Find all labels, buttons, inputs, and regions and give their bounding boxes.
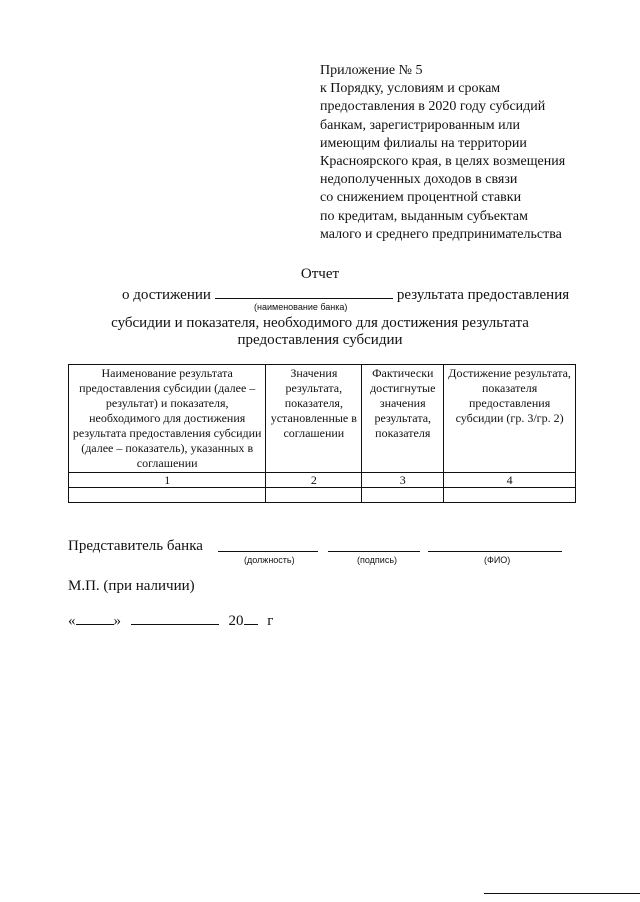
table-number-row — [69, 473, 576, 488]
table-header-cell: Наименование результата предоставления субсидии (далее – результат) и показателя, необходимого для достижения результата предоставления субсидии (далее – показатель), указанных в соглашении — [69, 365, 266, 473]
table-row — [69, 488, 576, 503]
table-header-cell: Достижение результата, показателя предоставления субсидии (гр. 3/гр. 2) — [444, 365, 576, 473]
appendix-line: банкам, зарегистрированным или — [320, 117, 521, 133]
date-close-quote: » — [113, 613, 121, 629]
position-field[interactable] — [218, 551, 318, 552]
year-suffix: г — [267, 613, 274, 629]
appendix-header — [320, 62, 620, 244]
report-line-suffix: результата предоставления — [396, 287, 570, 303]
date-open-quote: « — [68, 613, 76, 629]
table-cell[interactable] — [266, 488, 362, 503]
report-line-prefix: о достижении — [122, 287, 211, 303]
appendix-line: имеющим филиалы на территории — [320, 135, 527, 151]
appendix-line: по кредитам, выданным субъектам — [320, 208, 528, 224]
appendix-line: Приложение № 5 — [320, 63, 423, 78]
full-name-caption: (ФИО) — [484, 555, 511, 565]
appendix-line: малого и среднего предпринимательства — [320, 226, 562, 242]
representative-label: Представитель банка — [68, 538, 203, 554]
appendix-line: предоставления в 2020 году субсидий — [320, 99, 546, 115]
bank-name-caption: (наименование банка) — [254, 302, 348, 312]
column-number: 1 — [69, 473, 266, 488]
signature-caption: (подпись) — [357, 555, 398, 565]
table-cell[interactable] — [69, 488, 266, 503]
date-line — [68, 612, 273, 630]
appendix-line: со снижением процентной ставки — [320, 190, 522, 206]
report-table — [68, 364, 576, 503]
table-cell[interactable] — [444, 488, 576, 503]
report-title: Отчет — [300, 266, 340, 282]
column-number: 4 — [444, 473, 576, 488]
appendix-line: Красноярского края, в целях возмещения — [320, 154, 566, 170]
appendix-line: недополученных доходов в связи — [320, 172, 518, 188]
position-caption: (должность) — [244, 555, 295, 565]
day-field[interactable] — [76, 612, 114, 625]
year-prefix: 20 — [228, 613, 244, 629]
stamp-label: М.П. (при наличии) — [68, 578, 195, 594]
signature-field[interactable] — [328, 551, 420, 552]
appendix-line: к Порядку, условиям и срокам — [320, 81, 501, 97]
footnote-divider — [484, 893, 640, 894]
table-cell[interactable] — [362, 488, 444, 503]
column-number: 2 — [266, 473, 362, 488]
table-header-cell: Фактически достигнутые значения результата, показателя — [362, 365, 444, 473]
report-subtitle-line3: субсидии и показателя, необходимого для достижения результата — [111, 315, 529, 331]
bank-name-field[interactable] — [215, 286, 393, 299]
full-name-field[interactable] — [428, 551, 562, 552]
report-subtitle-line4: предоставления субсидии — [237, 332, 403, 348]
year-field[interactable] — [244, 612, 258, 625]
column-number: 3 — [362, 473, 444, 488]
table-header-cell: Значения результата, показателя, установленные в соглашении — [266, 365, 362, 473]
month-field[interactable] — [131, 612, 219, 625]
table-header-row — [69, 365, 576, 473]
